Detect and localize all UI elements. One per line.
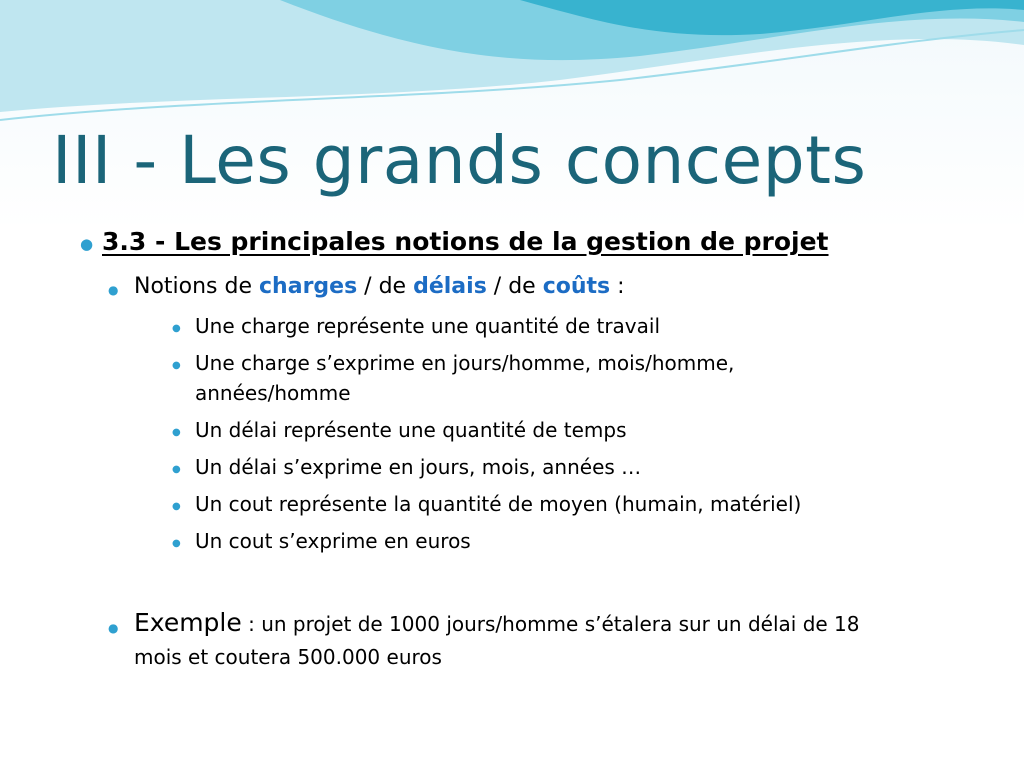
- header-wave-decoration: [0, 0, 1024, 130]
- notions-sep: / de: [357, 274, 414, 299]
- bullet-dot: ●: [172, 427, 181, 438]
- list-item: Une charge représente une quantité de travail: [195, 314, 661, 338]
- example-label: Exemple: [134, 608, 242, 637]
- example-text: : un projet de 1000 jours/homme s’étalera sur un délai de 18: [241, 612, 860, 636]
- bullet-dot: ●: [172, 464, 181, 475]
- bullet-dot: ●: [108, 283, 119, 297]
- example-text-continuation: mois et coutera 500.000 euros: [134, 645, 442, 669]
- notions-prefix: Notions de: [134, 274, 260, 299]
- notions-sep: / de: [486, 274, 543, 299]
- list-item: Un cout s’exprime en euros: [195, 529, 471, 553]
- list-item: Un délai représente une quantité de temps: [195, 418, 627, 442]
- bullet-dot: ●: [172, 323, 181, 334]
- section-heading: 3.3 - Les principales notions de la gestion de projet: [102, 227, 829, 256]
- list-item: Un délai s’exprime en jours, mois, années …: [195, 455, 642, 479]
- bullet-dot: ●: [108, 621, 119, 635]
- example-line: [134, 608, 860, 637]
- bullet-dot: ●: [172, 360, 181, 371]
- term-delais: délais: [413, 274, 487, 299]
- list-item: Un cout représente la quantité de moyen (humain, matériel): [195, 492, 802, 516]
- bullet-dot: ●: [172, 538, 181, 549]
- term-couts: coûts: [542, 274, 611, 299]
- bullet-dot: ●: [172, 501, 181, 512]
- slide-title: III - Les grands concepts: [52, 122, 867, 199]
- notions-line: [134, 274, 625, 299]
- bullet-dot: ●: [80, 235, 94, 253]
- list-item-continuation: années/homme: [195, 381, 351, 405]
- notions-suffix: :: [610, 274, 625, 299]
- term-charges: charges: [259, 274, 358, 299]
- list-item: Une charge s’exprime en jours/homme, mois/homme,: [195, 351, 735, 375]
